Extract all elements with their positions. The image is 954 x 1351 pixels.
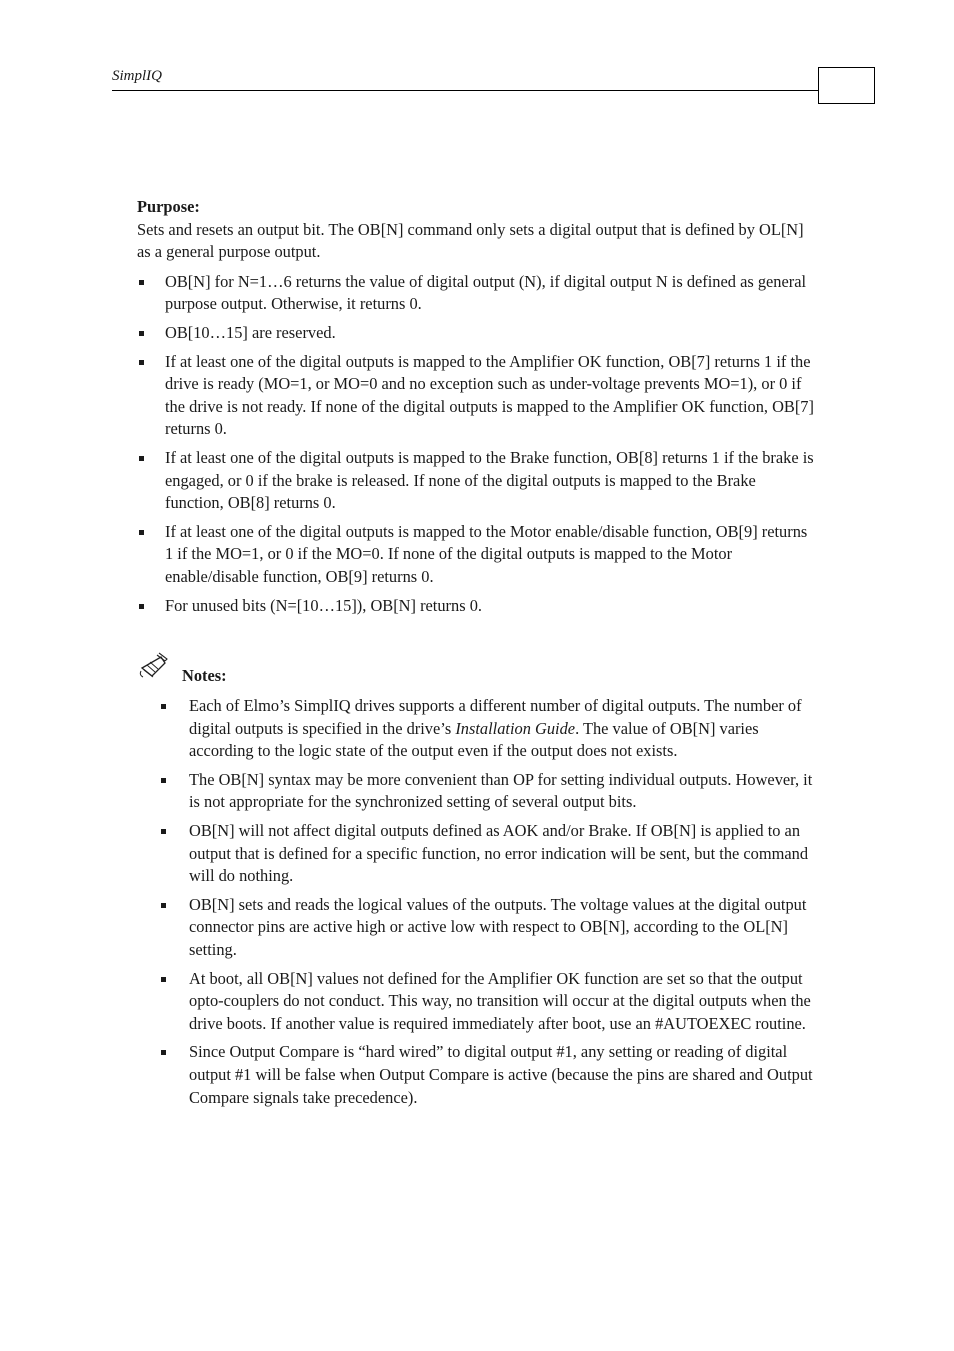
main-content bbox=[137, 196, 817, 1115]
bullet-icon bbox=[139, 360, 144, 365]
list-item: For unused bits (N=[10…15]), OB[N] returns 0. bbox=[137, 595, 817, 618]
list-item: OB[N] for N=1…6 returns the value of digital output (N), if digital output N is defined as general purpose output. Otherwise, it returns 0. bbox=[137, 271, 817, 316]
bullet-icon bbox=[161, 977, 166, 982]
bullet-icon bbox=[139, 331, 144, 336]
list-item: OB[N] will not affect digital outputs defined as AOK and/or Brake. If OB[N] is applied to an output that is defined for a specific function, no error indication will be sent, but the command will do nothing. bbox=[161, 820, 817, 888]
bullet-icon bbox=[161, 778, 166, 783]
list-item: Each of Elmo’s SimplIQ drives supports a different number of digital outputs. The number of digital outputs is specified in the drive’s Installation Guide. The value of OB[N] varies according to the logic state of the output even if the output does not exists. bbox=[161, 695, 817, 763]
list-item: OB[N] sets and reads the logical values of the outputs. The voltage values at the digital output connector pins are active high or active low with respect to OB[N], according to the OL[N] setting. bbox=[161, 894, 817, 962]
bullet-icon bbox=[139, 280, 144, 285]
bullet-icon bbox=[161, 704, 166, 709]
bullet-icon bbox=[161, 1050, 166, 1055]
notes-header bbox=[137, 665, 817, 695]
list-item: If at least one of the digital outputs is mapped to the Amplifier OK function, OB[7] returns 1 if the drive is ready (MO=1, or MO=0 and no exception such as under-voltage prevents MO=1), or 0 if the drive is not ready. If none of the digital outputs is mapped to the Amplifier OK function, OB[7] returns 0. bbox=[137, 351, 817, 441]
list-item: If at least one of the digital outputs is mapped to the Motor enable/disable function, OB[9] returns 1 if the MO=1, or 0 if the MO=0. If none of the digital outputs is mapped to the Motor enable/disable function, OB[9] returns 0. bbox=[137, 521, 817, 589]
bullet-icon bbox=[139, 530, 144, 535]
list-item: The OB[N] syntax may be more convenient than OP for setting individual outputs. However, it is not appropriate for the synchronized setting of several output bits. bbox=[161, 769, 817, 814]
list-item: At boot, all OB[N] values not defined for the Amplifier OK function are set so that the output opto-couplers do not conduct. This way, no transition will occur at the digital outputs when the drive boots. If another value is required immediately after boot, use an #AUTOEXEC routine. bbox=[161, 968, 817, 1036]
purpose-heading: Purpose: bbox=[137, 197, 200, 216]
purpose-text: Sets and resets an output bit. The OB[N] command only sets a digital output that is defined by OL[N] as a general purpose output. bbox=[137, 219, 804, 262]
header-title: SimplIQ bbox=[112, 68, 162, 84]
header-rule bbox=[112, 90, 818, 91]
purpose-list bbox=[137, 271, 817, 617]
list-item: Since Output Compare is “hard wired” to digital output #1, any setting or reading of digital output #1 will be false when Output Compare is active (because the pins are shared and Output Compare signals take precedence). bbox=[161, 1041, 817, 1109]
bullet-icon bbox=[139, 604, 144, 609]
notes-heading: Notes: bbox=[182, 666, 227, 686]
bullet-icon bbox=[161, 903, 166, 908]
notes-list bbox=[161, 695, 817, 1109]
bullet-icon bbox=[161, 829, 166, 834]
bullet-icon bbox=[139, 456, 144, 461]
note-pencil-icon bbox=[139, 651, 169, 681]
page-number-box bbox=[818, 67, 875, 104]
list-item: OB[10…15] are reserved. bbox=[137, 322, 817, 345]
list-item: If at least one of the digital outputs is mapped to the Brake function, OB[8] returns 1 if the brake is engaged, or 0 if the brake is released. If none of the digital outputs is mapped to the Brake function, OB[8] returns 0. bbox=[137, 447, 817, 515]
